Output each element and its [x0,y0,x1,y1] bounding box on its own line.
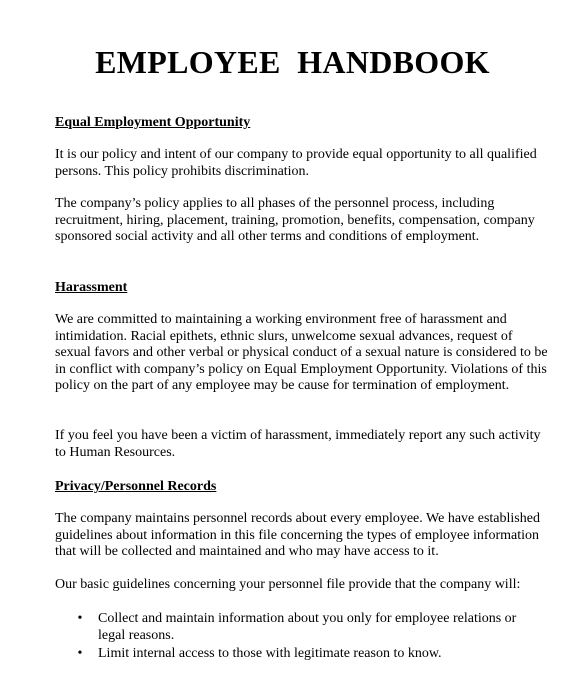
paragraph: The company’s policy applies to all phases of the personnel process, including recruitment, hiring, placement, training, promotion, benefits, compensation, company sponsored social activity and all other terms and conditions of employment. [55,196,535,244]
section-heading-harassment: Harassment [55,280,128,295]
list-item-text: Collect and maintain information about you only for employee relations or legal reasons. [98,611,517,643]
document-title: EMPLOYEE HANDBOOK [95,44,490,80]
paragraph: If you feel you have been a victim of harassment, immediately report any such activity to Human Resources. [55,428,541,460]
bullet-list [55,611,545,665]
paragraph: We are committed to maintaining a working environment free of harassment and intimidation. Racial epithets, ethnic slurs, unwelcome sexual advances, request of sexual favors and other verbal or physical conduct of a sexual nature is considered to be in conflict with company’s policy on Equal Employment Opportunity. Violations of this policy on the part of any employee may be cause for termination of employment. [55,312,548,393]
section-heading-equal-employment: Equal Employment Opportunity [55,115,251,130]
list-item-text: Limit internal access to those with legitimate reason to know. [98,646,442,661]
list-item [55,611,545,644]
list-item [55,646,545,663]
bullet-icon: • [77,611,83,626]
paragraph: It is our policy and intent of our company to provide equal opportunity to all qualified persons. This policy prohibits discrimination. [55,147,537,179]
section-heading-privacy-records: Privacy/Personnel Records [55,479,217,494]
bullet-icon: • [77,646,83,661]
paragraph: Our basic guidelines concerning your personnel file provide that the company will: [55,577,521,592]
paragraph: The company maintains personnel records about every employee. We have established guidelines about information in this file concerning the types of employee information that will be collected and maintained and who may have access to it. [55,511,540,559]
